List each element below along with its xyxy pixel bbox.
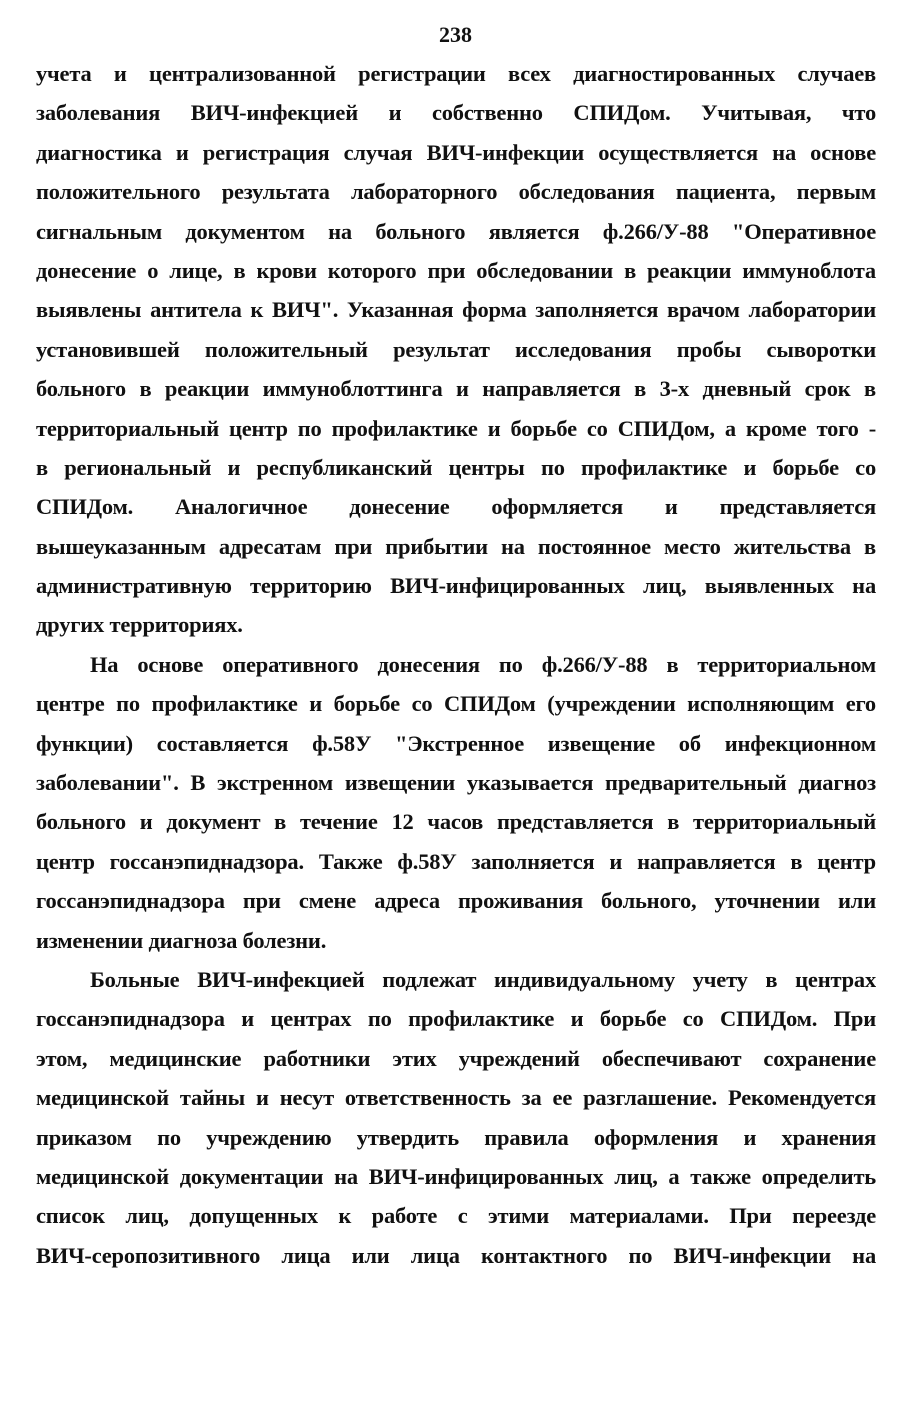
text-line: этом, медицинские работники этих учреждений обеспечивают сохранение: [36, 1045, 876, 1071]
body-text: [36, 54, 876, 1275]
text-line: заболевании". В экстренном извещении указывается предварительный диагноз: [36, 770, 876, 796]
text-line: приказом по учреждению утвердить правила оформления и хранения: [36, 1124, 876, 1150]
text-line: список лиц, допущенных к работе с этими материалами. При переезде: [36, 1203, 876, 1229]
text-line: вышеуказанным адресатам при прибытии на постоянное место жительства в: [36, 533, 876, 559]
text-line: учета и централизованной регистрации всех диагностированных случаев: [36, 61, 876, 86]
text-line: На основе оперативного донесения по ф.266/У-88 в территориальном: [90, 651, 876, 677]
text-line: изменении диагноза болезни.: [36, 927, 327, 953]
text-line: выявлены антитела к ВИЧ". Указанная форма заполняется врачом лаборатории: [36, 297, 876, 323]
page-number: 238: [439, 22, 472, 47]
text-line: установившей положительный результат исследования пробы сыворотки: [36, 336, 876, 362]
text-line: ВИЧ-серопозитивного лица или лица контактного по ВИЧ-инфекции на: [36, 1242, 876, 1268]
text-line: в региональный и республиканский центры по профилактике и борьбе со: [36, 454, 876, 480]
text-line: медицинской тайны и несут ответственность за ее разглашение. Рекомендуется: [36, 1085, 876, 1111]
text-line: Больные ВИЧ-инфекцией подлежат индивидуальному учету в центрах: [90, 966, 876, 992]
text-line: госсанэпиднадзора при смене адреса проживания больного, уточнении или: [36, 888, 876, 914]
text-line: центр госсанэпиднадзора. Также ф.58У заполняется и направляется в центр: [36, 848, 876, 874]
text-line: медицинской документации на ВИЧ-инфицированных лиц, а также определить: [36, 1163, 876, 1189]
text-line: функции) составляется ф.58У "Экстренное извещение об инфекционном: [36, 730, 876, 756]
text-line: СПИДом. Аналогичное донесение оформляется и представляется: [36, 494, 876, 520]
text-line: заболевания ВИЧ-инфекцией и собственно СПИДом. Учитывая, что: [36, 100, 876, 126]
text-line: донесение о лице, в крови которого при обследовании в реакции иммуноблота: [36, 257, 876, 283]
text-line: сигнальным документом на больного является ф.266/У-88 "Оперативное: [36, 218, 876, 244]
text-line: других территориях.: [36, 612, 243, 638]
paragraph-3: [36, 960, 876, 1275]
text-line: диагностика и регистрация случая ВИЧ-инфекции осуществляется на основе: [36, 139, 876, 165]
text-line: центре по профилактике и борьбе со СПИДом (учреждении исполняющим его: [36, 691, 876, 717]
text-line: административную территорию ВИЧ-инфицированных лиц, выявленных на: [36, 573, 876, 599]
text-line: госсанэпиднадзора и центрах по профилактике и борьбе со СПИДом. При: [36, 1006, 876, 1032]
text-line: территориальный центр по профилактике и борьбе со СПИДом, а кроме того -: [36, 415, 876, 441]
text-line: больного в реакции иммуноблоттинга и направляется в 3-х дневный срок в: [36, 376, 876, 402]
text-line: положительного результата лабораторного обследования пациента, первым: [36, 179, 876, 205]
text-line: больного и документ в течение 12 часов представляется в территориальный: [36, 809, 876, 835]
paragraph-1: [36, 54, 876, 645]
paragraph-2: [36, 645, 876, 960]
